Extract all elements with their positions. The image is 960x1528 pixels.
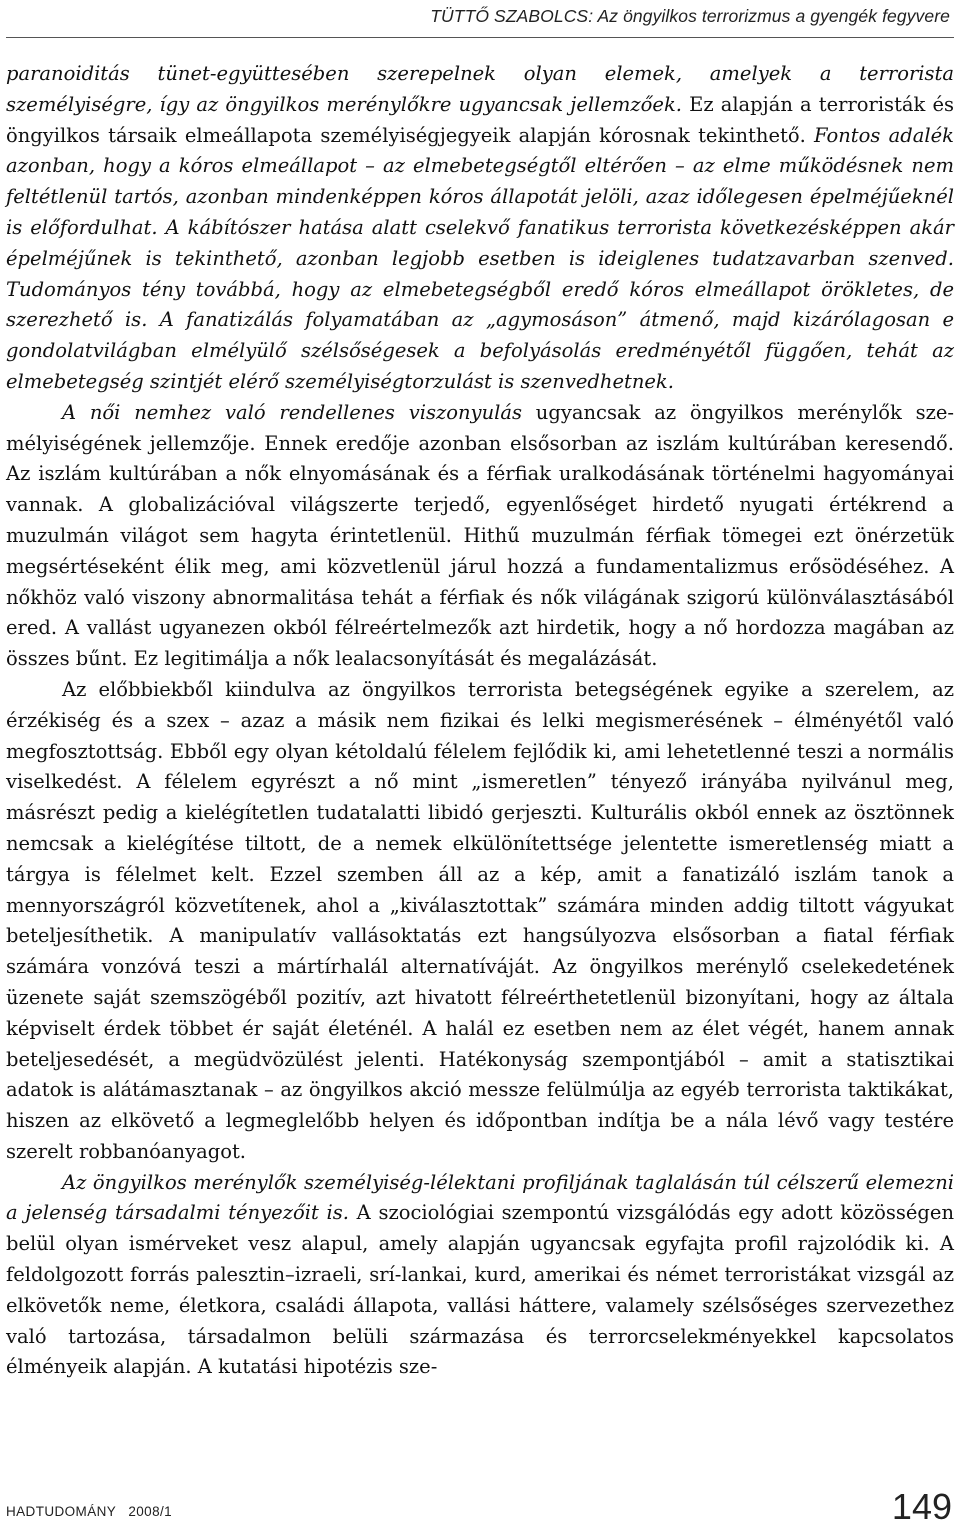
text-segment: ugyancsak az öngyilkos merénylők személyiségének jellemzője. Ennek eredője azonban elsősorban az iszlám kultúrában keresendő. Az iszlám kultúrában a nők elnyomásának és a férfiak uralkodásának történelmi hagyományai vannak. A globalizációval világszerte terjedő, egyenlőséget hirdető nyugati értékrend a muzulmán világot sem hagyta érintetlenül. Hithű muzulmán férfiak tömegei ezt önérzetük megsértéseként élik meg, ami közvetlenül járul hozzá a fundamentalizmus erősödéséhez. A nőkhöz való viszony abnormalitása tehát a férfiak és nők világának szigorú különválasztásából ered. A vallást ugyanezen okból félreértelmezők azt hirdetik, hogy a nő hordozza magában az összes bűnt. Ez legitimálja a nők lealacsonyítását és megalázását. <box>6 400 955 671</box>
text-segment: A szociológiai szempontú vizsgálódás egy adott közösségen belül olyan ismérveket vesz alapul, amely alapján ugyancsak egyfajta profil rajzolódik ki. A feldolgozott forrás palesztin–izraeli, srí-lankai, kurd, amerikai és német terroristákat vizsgál az elkövetők neme, életkora, családi állapota, vallási háttere, valamely szélsőséges szervezethez való tartozása, társadalmon belüli származása és terrorcselekményekkel kapcsolatos élményeik alapján. A kutatási hipotézis sze- <box>6 1201 954 1379</box>
italic-text-segment: paranoiditás tünet-együttesében szerepelnek olyan elemek, amelyek a terrorista személyiségre, így az öngyilkos merénylőkre ugyancsak jellemzőek. <box>6 62 954 116</box>
italic-text-segment: A női nemhez való rendellenes viszonyulás <box>62 400 523 424</box>
italic-text-segment: Fontos adalék azonban, hogy a kóros elmeállapot – az elmebetegségtől eltérően – az elme működésnek nem feltétlenül tartós, azonban mindenképpen kóros állapotát jelöli, azaz időlegesen épelméjűeknél is előfordulhat. A kábítószer hatása alatt cselekvő fanatikus terrorista következésképpen akár épelméjűnek is tekinthető, azonban legjobb esetben is ideiglenes tudatzavarban szenved. Tudományos tény továbbá, hogy az elmebetegségből eredő kóros elmeállapot örökletes, de szerezhető is. A fanatizálás folyamatában az „agymosáson” átmenő, majd kizárólagosan e gondolatvilágban elmélyülő szélsőségesek a befolyásolás eredményétől függően, tehát az elmebetegség szintjét elérő személyiségtorzulást is szenvedhetnek. <box>6 123 954 393</box>
article-body <box>6 59 954 1383</box>
text-segment: Ez alapján a terroristák és öngyilkos társaik elmeállapota személyiségjegyeik alapján kórosnak tekinthető. <box>6 92 955 147</box>
paragraph <box>6 1168 954 1384</box>
journal-footer: HADTUDOMÁNY 2008/1 <box>6 1504 173 1519</box>
paragraph <box>6 675 954 1168</box>
running-title: TÜTTŐ SZABOLCS: Az öngyilkos terrorizmus a gyengék fegyvere <box>430 6 950 26</box>
italic-text-segment: Az öngyilkos merénylők személyiség-lélektani profiljának taglalásán túl célszerű elemezni a jelenség társadalmi tényezőit is. <box>6 1170 954 1225</box>
page-number: 149 <box>891 1486 952 1527</box>
header-rule <box>6 37 954 38</box>
text-segment: Az előbbiekből kiindulva az öngyilkos terrorista betegségének egyike a szerelem, az érzékiség és a szex – azaz a másik nem fizikai és lelki megismerésének – élményétől való megfosztottság. Ebből egy olyan kétoldalú félelem fejlődik ki, ami lehetetlenné teszi a normális viselkedést. A félelem egyrészt a nő mint „ismeretlen” tényező irányába nyilvánul meg, másrészt pedig a kielégítetlen tudatalatti libidó gerjeszti. Kulturális okból ennek az ösztönnek nemcsak a kielégítése tiltott, de a nemek elkülönítettsége jelentette ismeretlenség miatt a tárgya is félelmet kelt. Ezzel szemben áll az a kép, amit a fanatizáló iszlám tanok a mennyországról közvetítenek, ahol a „kiválasztottak” számára minden addig tiltott vágyukat beteljesíthetik. A manipulatív vallásoktatás ezt hangsúlyozva elsősorban a fiatal férfiak számára vonzóvá teszi a mártírhalál alternatíváját. Az öngyilkos merénylő cselekedetének üzenete saját szemszögéből pozitív, azt hivatott félreérthetetlenül bizonyítani, hogy az általa képviselt érdek többet ér saját életénél. A halál ez esetben nem az élet végét, hanem annak beteljesedését, a megüdvözülést jelenti. Hatékonyság szempontjából – amit a statisztikai adatok is alátámasztanak – az öngyilkos akció messze felülmúlja az egyéb terrorista taktikákat, hiszen az elkövető a legmeglelőbb helyen és időpontban indítja be a nála lévő vagy testére szerelt robbanóanyagot. <box>6 677 954 1163</box>
paragraph <box>6 398 954 675</box>
paragraph <box>6 59 954 398</box>
